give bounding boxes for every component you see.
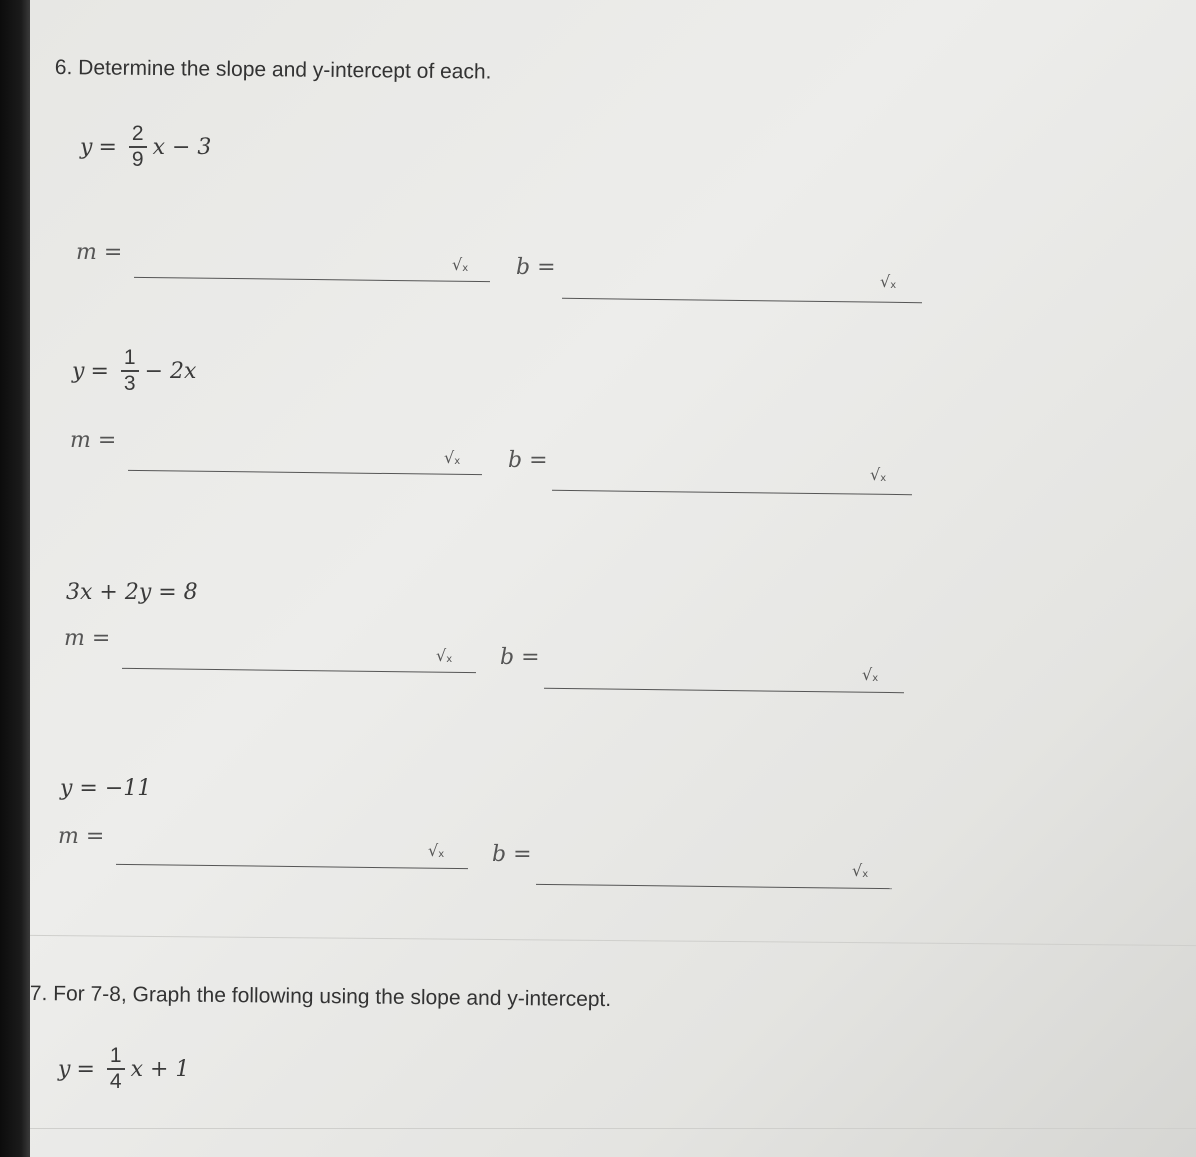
math-editor-button-slope-1[interactable]: [452, 255, 468, 274]
math-editor-button-intercept-1[interactable]: [880, 272, 896, 291]
equation-5: [58, 1044, 189, 1094]
fraction-denominator: 3: [121, 370, 139, 396]
bottom-divider: [30, 1128, 1196, 1129]
equation-1-fraction: [129, 122, 147, 172]
square-root-icon: √x: [880, 272, 897, 291]
equation-2-equals: =: [90, 358, 109, 384]
equation-5-rest: x + 1: [130, 1056, 190, 1082]
equation-2-lhs: y: [72, 358, 85, 384]
square-root-icon: √x: [852, 861, 869, 880]
math-editor-button-intercept-2[interactable]: [870, 465, 886, 484]
question-7-title: 7. For 7-8, Graph the following using the slope and y-intercept.: [29, 982, 612, 1012]
equation-4: y = −11: [60, 776, 152, 801]
square-root-icon: √x: [862, 665, 879, 684]
question-6-title: 6. Determine the slope and y-intercept of each.: [54, 56, 492, 84]
equation-2-rest: − 2x: [144, 358, 197, 384]
screen-bezel: [0, 0, 30, 1157]
square-root-icon: √x: [870, 465, 887, 484]
fraction-numerator: 1: [109, 1044, 122, 1067]
fraction-numerator: 2: [131, 122, 144, 145]
equation-5-equals: =: [76, 1056, 95, 1082]
square-root-icon: √x: [428, 841, 445, 860]
math-editor-button-slope-3[interactable]: [436, 646, 452, 665]
equation-5-lhs: y: [58, 1056, 71, 1082]
fraction-denominator: 4: [107, 1068, 125, 1094]
intercept-label-4: b =: [492, 842, 532, 867]
equation-2: [72, 346, 196, 396]
slope-label-1: m =: [76, 240, 123, 265]
square-root-icon: √x: [436, 646, 453, 665]
intercept-label-1: b =: [516, 255, 556, 280]
equation-1-lhs: y: [80, 134, 93, 160]
intercept-label-3: b =: [500, 645, 540, 670]
fraction-denominator: 9: [129, 146, 147, 172]
equation-1: [80, 122, 211, 172]
fraction-numerator: 1: [123, 346, 136, 369]
math-editor-button-intercept-3[interactable]: [862, 665, 878, 684]
equation-2-fraction: [121, 346, 139, 396]
slope-label-3: m =: [64, 626, 111, 651]
slope-label-4: m =: [58, 824, 105, 849]
slope-label-2: m =: [70, 428, 117, 453]
math-editor-button-slope-4[interactable]: [428, 841, 444, 860]
equation-3: 3x + 2y = 8: [66, 580, 198, 605]
equation-1-rest: x − 3: [152, 134, 212, 160]
intercept-label-2: b =: [508, 448, 548, 473]
square-root-icon: √x: [452, 255, 469, 274]
equation-5-fraction: [107, 1044, 125, 1094]
square-root-icon: √x: [444, 448, 461, 467]
math-editor-button-slope-2[interactable]: [444, 448, 460, 467]
math-editor-button-intercept-4[interactable]: [852, 861, 868, 880]
equation-1-equals: =: [98, 134, 117, 160]
